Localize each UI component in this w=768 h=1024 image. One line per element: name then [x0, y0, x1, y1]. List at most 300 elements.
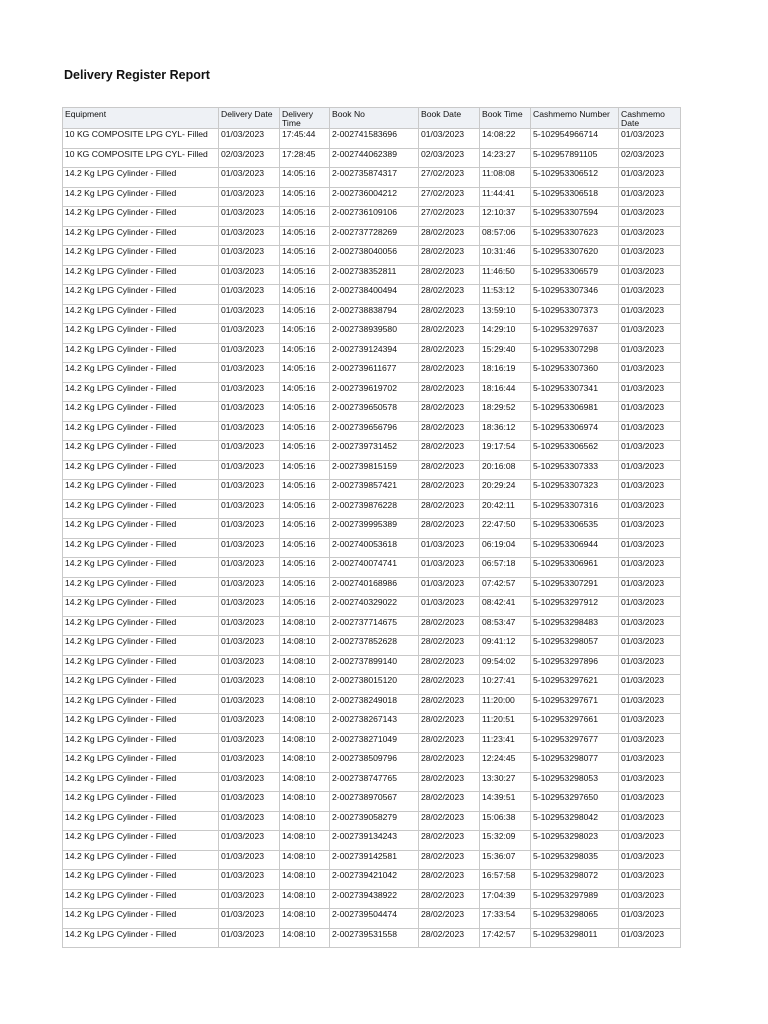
table-row [63, 753, 681, 773]
book-no-cell: 2-002739134243 [330, 831, 419, 851]
book-no-cell: 2-002739058279 [330, 811, 419, 831]
book-time-cell: 20:42:11 [480, 499, 531, 519]
book-time-cell: 08:42:41 [480, 597, 531, 617]
table-row [63, 733, 681, 753]
delivery-time-cell: 14:05:16 [280, 558, 330, 578]
equipment-cell: 14.2 Kg LPG Cylinder - Filled [63, 421, 219, 441]
delivery-date-cell: 01/03/2023 [219, 538, 280, 558]
book-time-cell: 07:42:57 [480, 577, 531, 597]
cashmemo-number-cell: 5-102953306944 [531, 538, 619, 558]
delivery-date-cell: 01/03/2023 [219, 772, 280, 792]
book-date-cell: 28/02/2023 [419, 889, 480, 909]
equipment-cell: 14.2 Kg LPG Cylinder - Filled [63, 460, 219, 480]
book-no-cell: 2-002736109106 [330, 207, 419, 227]
book-time-cell: 12:24:45 [480, 753, 531, 773]
book-time-cell: 14:08:22 [480, 129, 531, 149]
book-time-cell: 22:47:50 [480, 519, 531, 539]
equipment-cell: 14.2 Kg LPG Cylinder - Filled [63, 753, 219, 773]
equipment-cell: 14.2 Kg LPG Cylinder - Filled [63, 733, 219, 753]
column-header-book-date: Book Date [419, 108, 480, 129]
book-date-cell: 28/02/2023 [419, 792, 480, 812]
cashmemo-date-cell: 01/03/2023 [619, 889, 681, 909]
delivery-date-cell: 01/03/2023 [219, 187, 280, 207]
delivery-date-cell: 01/03/2023 [219, 811, 280, 831]
delivery-time-cell: 14:08:10 [280, 831, 330, 851]
cashmemo-date-cell: 01/03/2023 [619, 226, 681, 246]
cashmemo-date-cell: 01/03/2023 [619, 324, 681, 344]
delivery-time-cell: 14:08:10 [280, 772, 330, 792]
cashmemo-date-cell: 01/03/2023 [619, 441, 681, 461]
cashmemo-date-cell: 01/03/2023 [619, 421, 681, 441]
cashmemo-number-cell: 5-102953307316 [531, 499, 619, 519]
equipment-cell: 14.2 Kg LPG Cylinder - Filled [63, 265, 219, 285]
table-row [63, 363, 681, 383]
cashmemo-date-cell: 01/03/2023 [619, 850, 681, 870]
book-time-cell: 08:53:47 [480, 616, 531, 636]
book-no-cell: 2-002739656796 [330, 421, 419, 441]
book-date-cell: 28/02/2023 [419, 772, 480, 792]
book-date-cell: 28/02/2023 [419, 460, 480, 480]
book-date-cell: 28/02/2023 [419, 343, 480, 363]
book-date-cell: 28/02/2023 [419, 246, 480, 266]
cashmemo-date-cell: 01/03/2023 [619, 928, 681, 948]
table-body [63, 129, 681, 948]
cashmemo-number-cell: 5-102953307623 [531, 226, 619, 246]
cashmemo-date-cell: 01/03/2023 [619, 675, 681, 695]
book-no-cell: 2-002739142581 [330, 850, 419, 870]
book-no-cell: 2-002739438922 [330, 889, 419, 909]
equipment-cell: 14.2 Kg LPG Cylinder - Filled [63, 363, 219, 383]
book-time-cell: 11:20:51 [480, 714, 531, 734]
cashmemo-date-cell: 01/03/2023 [619, 519, 681, 539]
delivery-date-cell: 01/03/2023 [219, 889, 280, 909]
cashmemo-number-cell: 5-102953297896 [531, 655, 619, 675]
delivery-time-cell: 14:08:10 [280, 733, 330, 753]
book-date-cell: 01/03/2023 [419, 597, 480, 617]
table-row [63, 577, 681, 597]
cashmemo-number-cell: 5-102953298011 [531, 928, 619, 948]
column-header-delivery-date: Delivery Date [219, 108, 280, 129]
book-time-cell: 20:29:24 [480, 480, 531, 500]
book-no-cell: 2-002740053618 [330, 538, 419, 558]
book-no-cell: 2-002739619702 [330, 382, 419, 402]
book-no-cell: 2-002739995389 [330, 519, 419, 539]
delivery-date-cell: 01/03/2023 [219, 753, 280, 773]
equipment-cell: 14.2 Kg LPG Cylinder - Filled [63, 889, 219, 909]
book-time-cell: 10:27:41 [480, 675, 531, 695]
book-time-cell: 20:16:08 [480, 460, 531, 480]
delivery-time-cell: 14:05:16 [280, 538, 330, 558]
equipment-cell: 10 KG COMPOSITE LPG CYL- Filled [63, 148, 219, 168]
equipment-cell: 14.2 Kg LPG Cylinder - Filled [63, 714, 219, 734]
table-row [63, 909, 681, 929]
cashmemo-number-cell: 5-102953307291 [531, 577, 619, 597]
table-row [63, 928, 681, 948]
cashmemo-date-cell: 01/03/2023 [619, 382, 681, 402]
delivery-time-cell: 14:08:10 [280, 792, 330, 812]
book-time-cell: 18:16:19 [480, 363, 531, 383]
book-date-cell: 01/03/2023 [419, 558, 480, 578]
delivery-date-cell: 01/03/2023 [219, 499, 280, 519]
delivery-date-cell: 01/03/2023 [219, 519, 280, 539]
table-row [63, 499, 681, 519]
book-date-cell: 28/02/2023 [419, 928, 480, 948]
delivery-time-cell: 14:05:16 [280, 265, 330, 285]
book-time-cell: 06:57:18 [480, 558, 531, 578]
cashmemo-date-cell: 01/03/2023 [619, 694, 681, 714]
delivery-date-cell: 01/03/2023 [219, 577, 280, 597]
book-no-cell: 2-002739611677 [330, 363, 419, 383]
book-no-cell: 2-002738939580 [330, 324, 419, 344]
delivery-date-cell: 01/03/2023 [219, 792, 280, 812]
table-row [63, 538, 681, 558]
delivery-time-cell: 14:08:10 [280, 889, 330, 909]
delivery-time-cell: 14:08:10 [280, 909, 330, 929]
cashmemo-number-cell: 5-102953307360 [531, 363, 619, 383]
delivery-date-cell: 01/03/2023 [219, 168, 280, 188]
cashmemo-date-cell: 01/03/2023 [619, 753, 681, 773]
book-date-cell: 28/02/2023 [419, 402, 480, 422]
book-time-cell: 17:04:39 [480, 889, 531, 909]
cashmemo-number-cell: 5-102953306512 [531, 168, 619, 188]
equipment-cell: 14.2 Kg LPG Cylinder - Filled [63, 499, 219, 519]
delivery-time-cell: 17:45:44 [280, 129, 330, 149]
equipment-cell: 14.2 Kg LPG Cylinder - Filled [63, 558, 219, 578]
book-no-cell: 2-002737728269 [330, 226, 419, 246]
cashmemo-date-cell: 01/03/2023 [619, 402, 681, 422]
book-time-cell: 15:06:38 [480, 811, 531, 831]
equipment-cell: 14.2 Kg LPG Cylinder - Filled [63, 850, 219, 870]
delivery-time-cell: 14:05:16 [280, 402, 330, 422]
book-date-cell: 01/03/2023 [419, 538, 480, 558]
cashmemo-date-cell: 01/03/2023 [619, 772, 681, 792]
delivery-date-cell: 01/03/2023 [219, 207, 280, 227]
cashmemo-number-cell: 5-102953297912 [531, 597, 619, 617]
delivery-time-cell: 14:08:10 [280, 850, 330, 870]
cashmemo-date-cell: 01/03/2023 [619, 811, 681, 831]
delivery-date-cell: 01/03/2023 [219, 226, 280, 246]
report-title: Delivery Register Report [64, 68, 210, 82]
delivery-time-cell: 14:05:16 [280, 382, 330, 402]
table-row [63, 382, 681, 402]
equipment-cell: 14.2 Kg LPG Cylinder - Filled [63, 207, 219, 227]
book-no-cell: 2-002737852628 [330, 636, 419, 656]
book-time-cell: 08:57:06 [480, 226, 531, 246]
cashmemo-number-cell: 5-102953297677 [531, 733, 619, 753]
cashmemo-number-cell: 5-102953297637 [531, 324, 619, 344]
table-row [63, 597, 681, 617]
cashmemo-date-cell: 01/03/2023 [619, 246, 681, 266]
delivery-date-cell: 01/03/2023 [219, 850, 280, 870]
cashmemo-date-cell: 01/03/2023 [619, 597, 681, 617]
book-date-cell: 28/02/2023 [419, 519, 480, 539]
book-date-cell: 28/02/2023 [419, 753, 480, 773]
cashmemo-date-cell: 01/03/2023 [619, 733, 681, 753]
book-date-cell: 28/02/2023 [419, 655, 480, 675]
table-row [63, 129, 681, 149]
delivery-date-cell: 01/03/2023 [219, 402, 280, 422]
table-row [63, 285, 681, 305]
cashmemo-number-cell: 5-102953298023 [531, 831, 619, 851]
equipment-cell: 14.2 Kg LPG Cylinder - Filled [63, 402, 219, 422]
delivery-time-cell: 14:05:16 [280, 187, 330, 207]
delivery-date-cell: 01/03/2023 [219, 324, 280, 344]
delivery-time-cell: 14:05:16 [280, 519, 330, 539]
delivery-time-cell: 14:05:16 [280, 597, 330, 617]
cashmemo-date-cell: 01/03/2023 [619, 129, 681, 149]
table-row [63, 187, 681, 207]
table-row [63, 811, 681, 831]
book-time-cell: 11:20:00 [480, 694, 531, 714]
book-no-cell: 2-002744062389 [330, 148, 419, 168]
delivery-date-cell: 01/03/2023 [219, 558, 280, 578]
delivery-time-cell: 14:05:16 [280, 441, 330, 461]
delivery-time-cell: 14:08:10 [280, 636, 330, 656]
delivery-time-cell: 14:05:16 [280, 226, 330, 246]
cashmemo-date-cell: 01/03/2023 [619, 538, 681, 558]
table-row [63, 870, 681, 890]
cashmemo-date-cell: 01/03/2023 [619, 499, 681, 519]
cashmemo-date-cell: 01/03/2023 [619, 480, 681, 500]
cashmemo-date-cell: 01/03/2023 [619, 870, 681, 890]
delivery-time-cell: 14:08:10 [280, 811, 330, 831]
equipment-cell: 14.2 Kg LPG Cylinder - Filled [63, 382, 219, 402]
book-time-cell: 17:33:54 [480, 909, 531, 929]
book-date-cell: 28/02/2023 [419, 714, 480, 734]
delivery-date-cell: 01/03/2023 [219, 870, 280, 890]
book-time-cell: 09:41:12 [480, 636, 531, 656]
cashmemo-number-cell: 5-102953298053 [531, 772, 619, 792]
book-date-cell: 28/02/2023 [419, 324, 480, 344]
book-no-cell: 2-002738400494 [330, 285, 419, 305]
equipment-cell: 14.2 Kg LPG Cylinder - Filled [63, 831, 219, 851]
equipment-cell: 14.2 Kg LPG Cylinder - Filled [63, 928, 219, 948]
equipment-cell: 14.2 Kg LPG Cylinder - Filled [63, 538, 219, 558]
book-no-cell: 2-002738970567 [330, 792, 419, 812]
cashmemo-number-cell: 5-102953297650 [531, 792, 619, 812]
equipment-cell: 14.2 Kg LPG Cylinder - Filled [63, 480, 219, 500]
cashmemo-number-cell: 5-102953307620 [531, 246, 619, 266]
delivery-date-cell: 01/03/2023 [219, 909, 280, 929]
cashmemo-number-cell: 5-102953307594 [531, 207, 619, 227]
delivery-date-cell: 01/03/2023 [219, 480, 280, 500]
book-date-cell: 28/02/2023 [419, 811, 480, 831]
cashmemo-date-cell: 01/03/2023 [619, 636, 681, 656]
equipment-cell: 14.2 Kg LPG Cylinder - Filled [63, 304, 219, 324]
cashmemo-number-cell: 5-102953298072 [531, 870, 619, 890]
delivery-date-cell: 01/03/2023 [219, 636, 280, 656]
delivery-time-cell: 17:28:45 [280, 148, 330, 168]
table-row [63, 714, 681, 734]
cashmemo-number-cell: 5-102953306974 [531, 421, 619, 441]
book-no-cell: 2-002738352811 [330, 265, 419, 285]
book-date-cell: 28/02/2023 [419, 421, 480, 441]
cashmemo-date-cell: 01/03/2023 [619, 714, 681, 734]
table-row [63, 207, 681, 227]
equipment-cell: 14.2 Kg LPG Cylinder - Filled [63, 187, 219, 207]
table-row [63, 304, 681, 324]
table-row [63, 324, 681, 344]
equipment-cell: 14.2 Kg LPG Cylinder - Filled [63, 226, 219, 246]
book-no-cell: 2-002738838794 [330, 304, 419, 324]
table-row [63, 519, 681, 539]
delivery-time-cell: 14:08:10 [280, 870, 330, 890]
delivery-date-cell: 01/03/2023 [219, 694, 280, 714]
equipment-cell: 14.2 Kg LPG Cylinder - Filled [63, 694, 219, 714]
table-header-row [63, 108, 681, 129]
book-time-cell: 11:53:12 [480, 285, 531, 305]
cashmemo-number-cell: 5-102953306535 [531, 519, 619, 539]
book-date-cell: 28/02/2023 [419, 285, 480, 305]
book-no-cell: 2-002739531558 [330, 928, 419, 948]
column-header-cashmemo-number: Cashmemo Number [531, 108, 619, 129]
equipment-cell: 14.2 Kg LPG Cylinder - Filled [63, 324, 219, 344]
equipment-cell: 14.2 Kg LPG Cylinder - Filled [63, 675, 219, 695]
table-row [63, 148, 681, 168]
delivery-date-cell: 01/03/2023 [219, 441, 280, 461]
cashmemo-number-cell: 5-102953306518 [531, 187, 619, 207]
table-row [63, 480, 681, 500]
equipment-cell: 14.2 Kg LPG Cylinder - Filled [63, 597, 219, 617]
delivery-time-cell: 14:05:16 [280, 460, 330, 480]
equipment-cell: 14.2 Kg LPG Cylinder - Filled [63, 772, 219, 792]
book-date-cell: 28/02/2023 [419, 909, 480, 929]
cashmemo-number-cell: 5-102953306562 [531, 441, 619, 461]
book-no-cell: 2-002738015120 [330, 675, 419, 695]
equipment-cell: 14.2 Kg LPG Cylinder - Filled [63, 343, 219, 363]
delivery-date-cell: 01/03/2023 [219, 616, 280, 636]
column-header-book-time: Book Time [480, 108, 531, 129]
delivery-date-cell: 01/03/2023 [219, 246, 280, 266]
book-time-cell: 15:36:07 [480, 850, 531, 870]
cashmemo-date-cell: 01/03/2023 [619, 363, 681, 383]
delivery-time-cell: 14:08:10 [280, 616, 330, 636]
book-no-cell: 2-002739504474 [330, 909, 419, 929]
cashmemo-date-cell: 01/03/2023 [619, 909, 681, 929]
table-row [63, 265, 681, 285]
book-no-cell: 2-002740168986 [330, 577, 419, 597]
delivery-date-cell: 01/03/2023 [219, 655, 280, 675]
column-header-equipment: Equipment [63, 108, 219, 129]
book-time-cell: 19:17:54 [480, 441, 531, 461]
book-date-cell: 01/03/2023 [419, 577, 480, 597]
book-time-cell: 06:19:04 [480, 538, 531, 558]
book-date-cell: 28/02/2023 [419, 870, 480, 890]
book-no-cell: 2-002738249018 [330, 694, 419, 714]
book-date-cell: 28/02/2023 [419, 636, 480, 656]
delivery-date-cell: 01/03/2023 [219, 265, 280, 285]
table-row [63, 441, 681, 461]
column-header-cashmemo-date: Cashmemo Date [619, 108, 681, 129]
delivery-date-cell: 01/03/2023 [219, 285, 280, 305]
delivery-time-cell: 14:08:10 [280, 714, 330, 734]
book-no-cell: 2-002739650578 [330, 402, 419, 422]
table-row [63, 655, 681, 675]
book-no-cell: 2-002739421042 [330, 870, 419, 890]
book-no-cell: 2-002736004212 [330, 187, 419, 207]
table-row [63, 246, 681, 266]
cashmemo-date-cell: 01/03/2023 [619, 460, 681, 480]
delivery-time-cell: 14:05:16 [280, 207, 330, 227]
table-row [63, 168, 681, 188]
cashmemo-date-cell: 01/03/2023 [619, 792, 681, 812]
book-time-cell: 18:29:52 [480, 402, 531, 422]
cashmemo-date-cell: 01/03/2023 [619, 304, 681, 324]
cashmemo-number-cell: 5-102953298065 [531, 909, 619, 929]
book-no-cell: 2-002740074741 [330, 558, 419, 578]
cashmemo-number-cell: 5-102953306579 [531, 265, 619, 285]
cashmemo-date-cell: 01/03/2023 [619, 577, 681, 597]
delivery-time-cell: 14:05:16 [280, 480, 330, 500]
book-no-cell: 2-002735874317 [330, 168, 419, 188]
book-date-cell: 28/02/2023 [419, 265, 480, 285]
equipment-cell: 14.2 Kg LPG Cylinder - Filled [63, 655, 219, 675]
cashmemo-date-cell: 01/03/2023 [619, 187, 681, 207]
cashmemo-number-cell: 5-102953298483 [531, 616, 619, 636]
book-time-cell: 11:23:41 [480, 733, 531, 753]
cashmemo-number-cell: 5-102953298042 [531, 811, 619, 831]
cashmemo-date-cell: 01/03/2023 [619, 285, 681, 305]
book-time-cell: 11:08:08 [480, 168, 531, 188]
delivery-time-cell: 14:08:10 [280, 655, 330, 675]
cashmemo-number-cell: 5-102953298035 [531, 850, 619, 870]
equipment-cell: 14.2 Kg LPG Cylinder - Filled [63, 441, 219, 461]
book-date-cell: 28/02/2023 [419, 226, 480, 246]
table-row [63, 558, 681, 578]
book-date-cell: 01/03/2023 [419, 129, 480, 149]
book-date-cell: 27/02/2023 [419, 207, 480, 227]
delivery-time-cell: 14:05:16 [280, 421, 330, 441]
book-time-cell: 13:30:27 [480, 772, 531, 792]
cashmemo-number-cell: 5-102953307298 [531, 343, 619, 363]
cashmemo-date-cell: 01/03/2023 [619, 265, 681, 285]
delivery-date-cell: 01/03/2023 [219, 129, 280, 149]
book-no-cell: 2-002738271049 [330, 733, 419, 753]
book-no-cell: 2-002741583696 [330, 129, 419, 149]
cashmemo-number-cell: 5-102953306981 [531, 402, 619, 422]
delivery-date-cell: 01/03/2023 [219, 733, 280, 753]
book-no-cell: 2-002739815159 [330, 460, 419, 480]
equipment-cell: 14.2 Kg LPG Cylinder - Filled [63, 285, 219, 305]
table-row [63, 850, 681, 870]
cashmemo-date-cell: 01/03/2023 [619, 343, 681, 363]
book-time-cell: 12:10:37 [480, 207, 531, 227]
book-date-cell: 28/02/2023 [419, 850, 480, 870]
book-date-cell: 28/02/2023 [419, 694, 480, 714]
book-time-cell: 15:32:09 [480, 831, 531, 851]
delivery-time-cell: 14:05:16 [280, 577, 330, 597]
delivery-date-cell: 01/03/2023 [219, 714, 280, 734]
book-date-cell: 28/02/2023 [419, 441, 480, 461]
book-time-cell: 09:54:02 [480, 655, 531, 675]
book-no-cell: 2-002738267143 [330, 714, 419, 734]
delivery-time-cell: 14:05:16 [280, 324, 330, 344]
table-row [63, 889, 681, 909]
delivery-time-cell: 14:05:16 [280, 343, 330, 363]
delivery-time-cell: 14:05:16 [280, 168, 330, 188]
book-time-cell: 14:23:27 [480, 148, 531, 168]
book-time-cell: 18:36:12 [480, 421, 531, 441]
delivery-date-cell: 01/03/2023 [219, 460, 280, 480]
cashmemo-number-cell: 5-102953306961 [531, 558, 619, 578]
delivery-date-cell: 01/03/2023 [219, 343, 280, 363]
delivery-date-cell: 01/03/2023 [219, 675, 280, 695]
delivery-date-cell: 01/03/2023 [219, 304, 280, 324]
delivery-time-cell: 14:05:16 [280, 499, 330, 519]
book-no-cell: 2-002739876228 [330, 499, 419, 519]
table-row [63, 226, 681, 246]
book-date-cell: 02/03/2023 [419, 148, 480, 168]
